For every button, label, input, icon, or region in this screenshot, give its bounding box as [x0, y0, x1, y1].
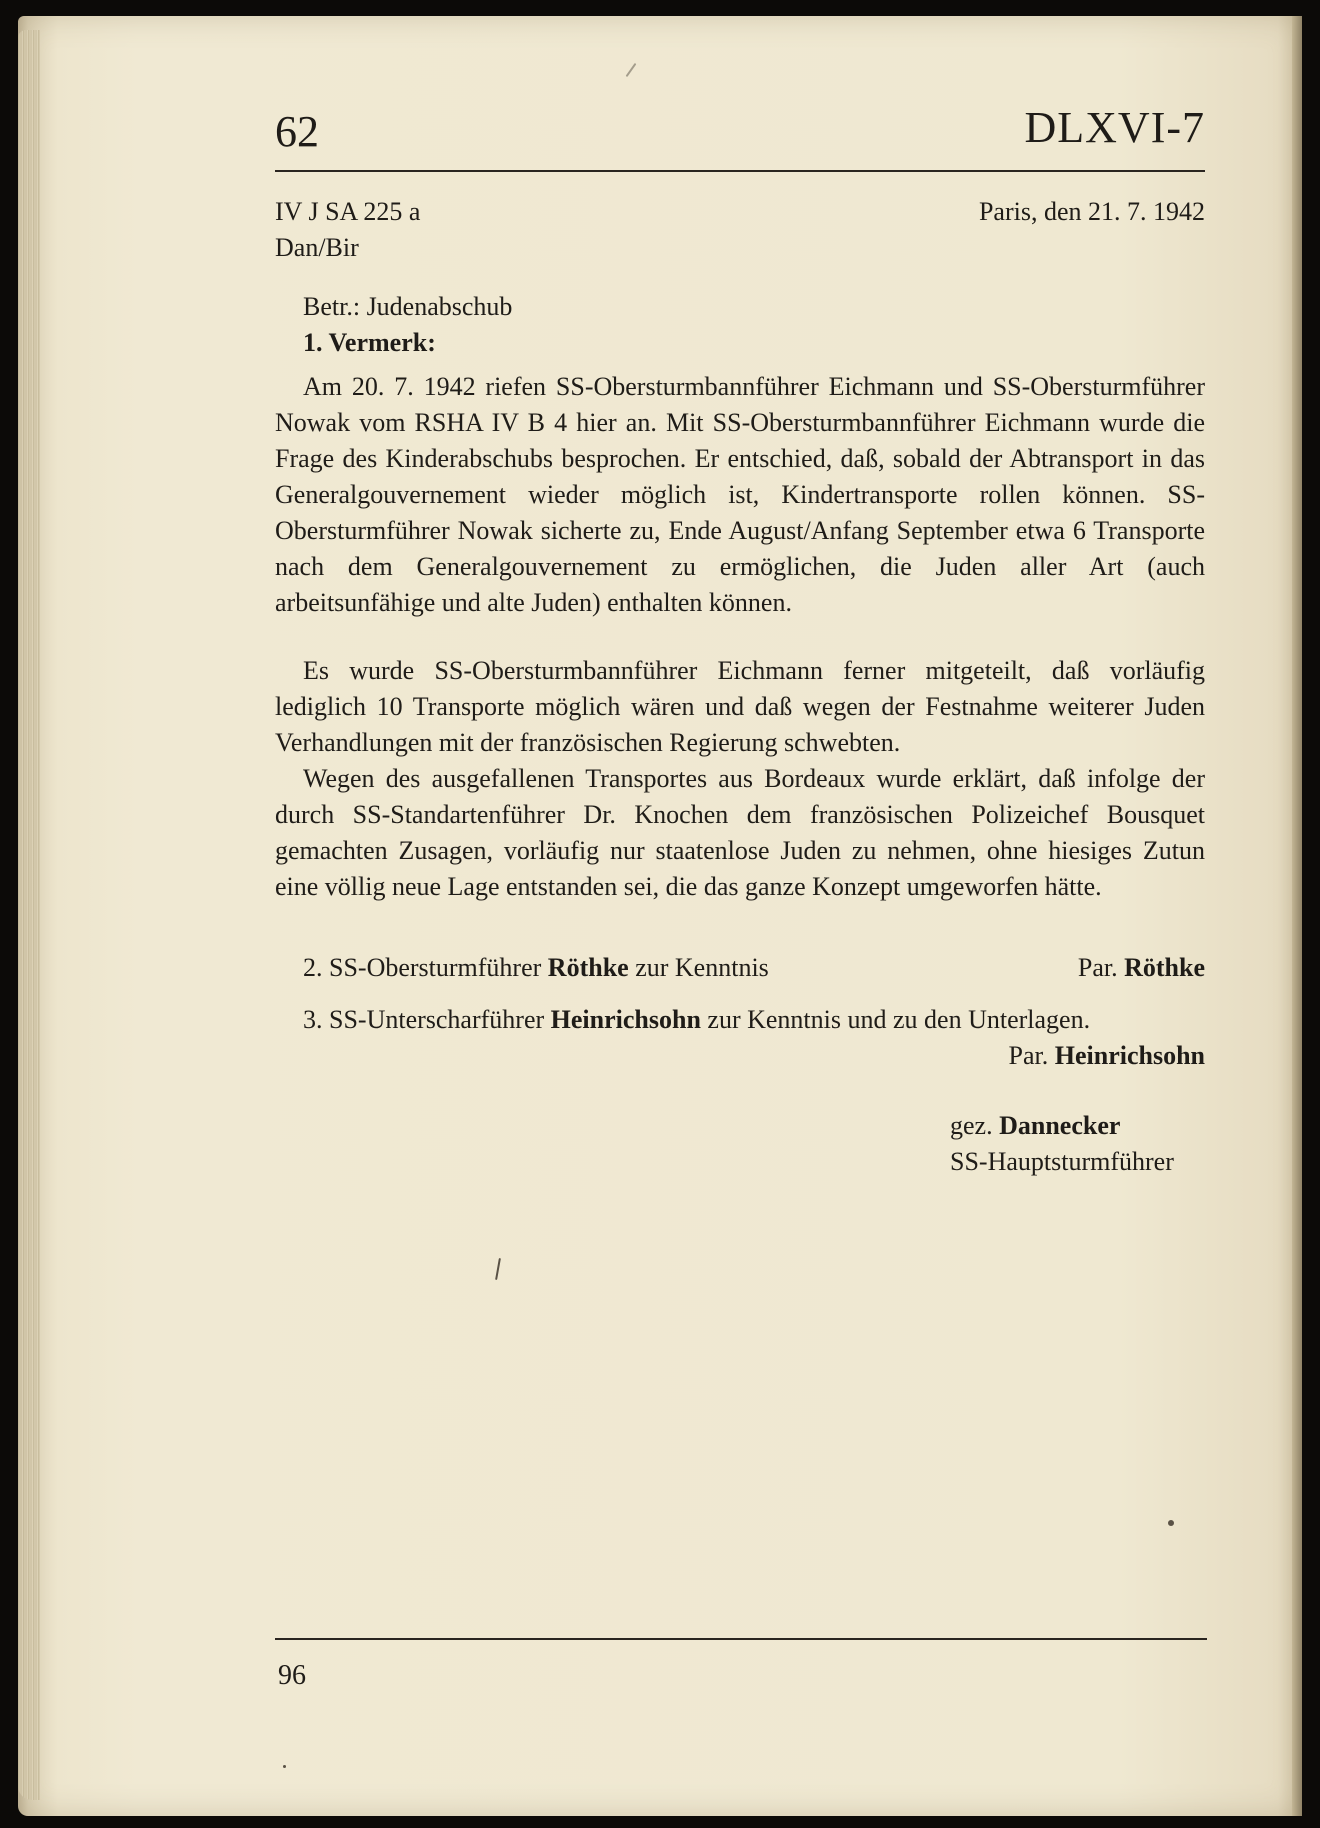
reference-number: IV J SA 225 a	[275, 197, 421, 226]
body-paragraph-2: Es wurde SS-Obersturmbannführer Eichmann ferner mitgeteilt, daß vorläufig lediglich 10 Transporte möglich wären und daß wegen der Festnahme weiterer Juden Verhandlungen mit der französischen Regierung schwebten.	[275, 656, 1205, 757]
item-3-name: Heinrichsohn	[550, 1005, 701, 1034]
page-edges	[18, 30, 40, 1800]
footer-number: 96	[278, 1660, 306, 1691]
paper-speck	[283, 1765, 286, 1768]
footer-rule	[275, 1638, 1207, 1640]
signature-name: Dannecker	[999, 1111, 1121, 1140]
signature-rank: SS-Hauptsturmführer	[950, 1147, 1174, 1176]
distribution-item-2	[303, 950, 769, 986]
item-3-suffix: zur Kenntnis und zu den Unterlagen.	[707, 1005, 1091, 1034]
item-3-par-name: Heinrichsohn	[1054, 1041, 1205, 1070]
place-date: Paris, den 21. 7. 1942	[978, 197, 1205, 226]
running-head	[275, 96, 1205, 156]
item-2-prefix: 2. SS-Obersturmführer	[303, 953, 542, 982]
section-title: 1. Vermerk:	[303, 328, 436, 357]
item-3-par-prefix: Par.	[1008, 1041, 1049, 1070]
item-3-initialed	[1009, 1038, 1205, 1074]
distribution-item-3	[275, 1002, 1205, 1038]
signature-prefix: gez.	[950, 1111, 993, 1140]
body-paragraph-3: Wegen des ausgefallenen Transportes aus Bordeaux wurde erklärt, daß infolge der durch SS-Standartenführer Dr. Knochen dem französischen Polizeichef Bousquet gemachten Zusagen, vorläufig nur staatenlose Juden zu nehmen, ohne hiesiges Zutun eine völlig neue Lage entstanden sei, die das ganze Konzept umgeworfen hätte.	[275, 764, 1205, 901]
page-number: 62	[275, 107, 319, 156]
subject-prefix: Betr.:	[303, 292, 361, 321]
header-rule	[275, 170, 1205, 172]
item-2-initialed	[1078, 950, 1205, 986]
item-2-name: Röthke	[547, 953, 629, 982]
signature-line	[950, 1108, 1120, 1144]
body-paragraph-1: Am 20. 7. 1942 riefen SS-Obersturmbannführer Eichmann und SS-Obersturmführer Nowak vom RSHA IV B 4 hier an. Mit SS-Obersturmbannführer Eichmann wurde die Frage des Kinderabschubs besprochen. Er entschied, daß, sobald der Abtransport in das Generalgouvernement wieder möglich ist, Kindertransporte rollen können. SS-Obersturmführer Nowak sicherte zu, Ende August/Anfang September etwa 6 Transporte nach dem Generalgouvernement zu ermöglichen, die Juden aller Art (auch arbeitsunfähige und alte Juden) enthalten können.	[275, 372, 1205, 617]
paper-speck	[1168, 1520, 1174, 1526]
document-id: DLXVI-7	[1024, 103, 1205, 152]
subject-text: Judenabschub	[366, 292, 513, 321]
item-2-suffix: zur Kenntnis	[635, 953, 769, 982]
letter-reference-block	[275, 194, 420, 266]
reference-initials: Dan/Bir	[275, 233, 359, 262]
item-3-prefix: 3. SS-Unterscharführer	[303, 1005, 545, 1034]
item-2-par-prefix: Par.	[1077, 953, 1118, 982]
item-2-par-name: Röthke	[1124, 953, 1205, 982]
binding-edge	[1292, 16, 1302, 1816]
subject-line	[303, 289, 512, 325]
book-page	[18, 16, 1300, 1816]
